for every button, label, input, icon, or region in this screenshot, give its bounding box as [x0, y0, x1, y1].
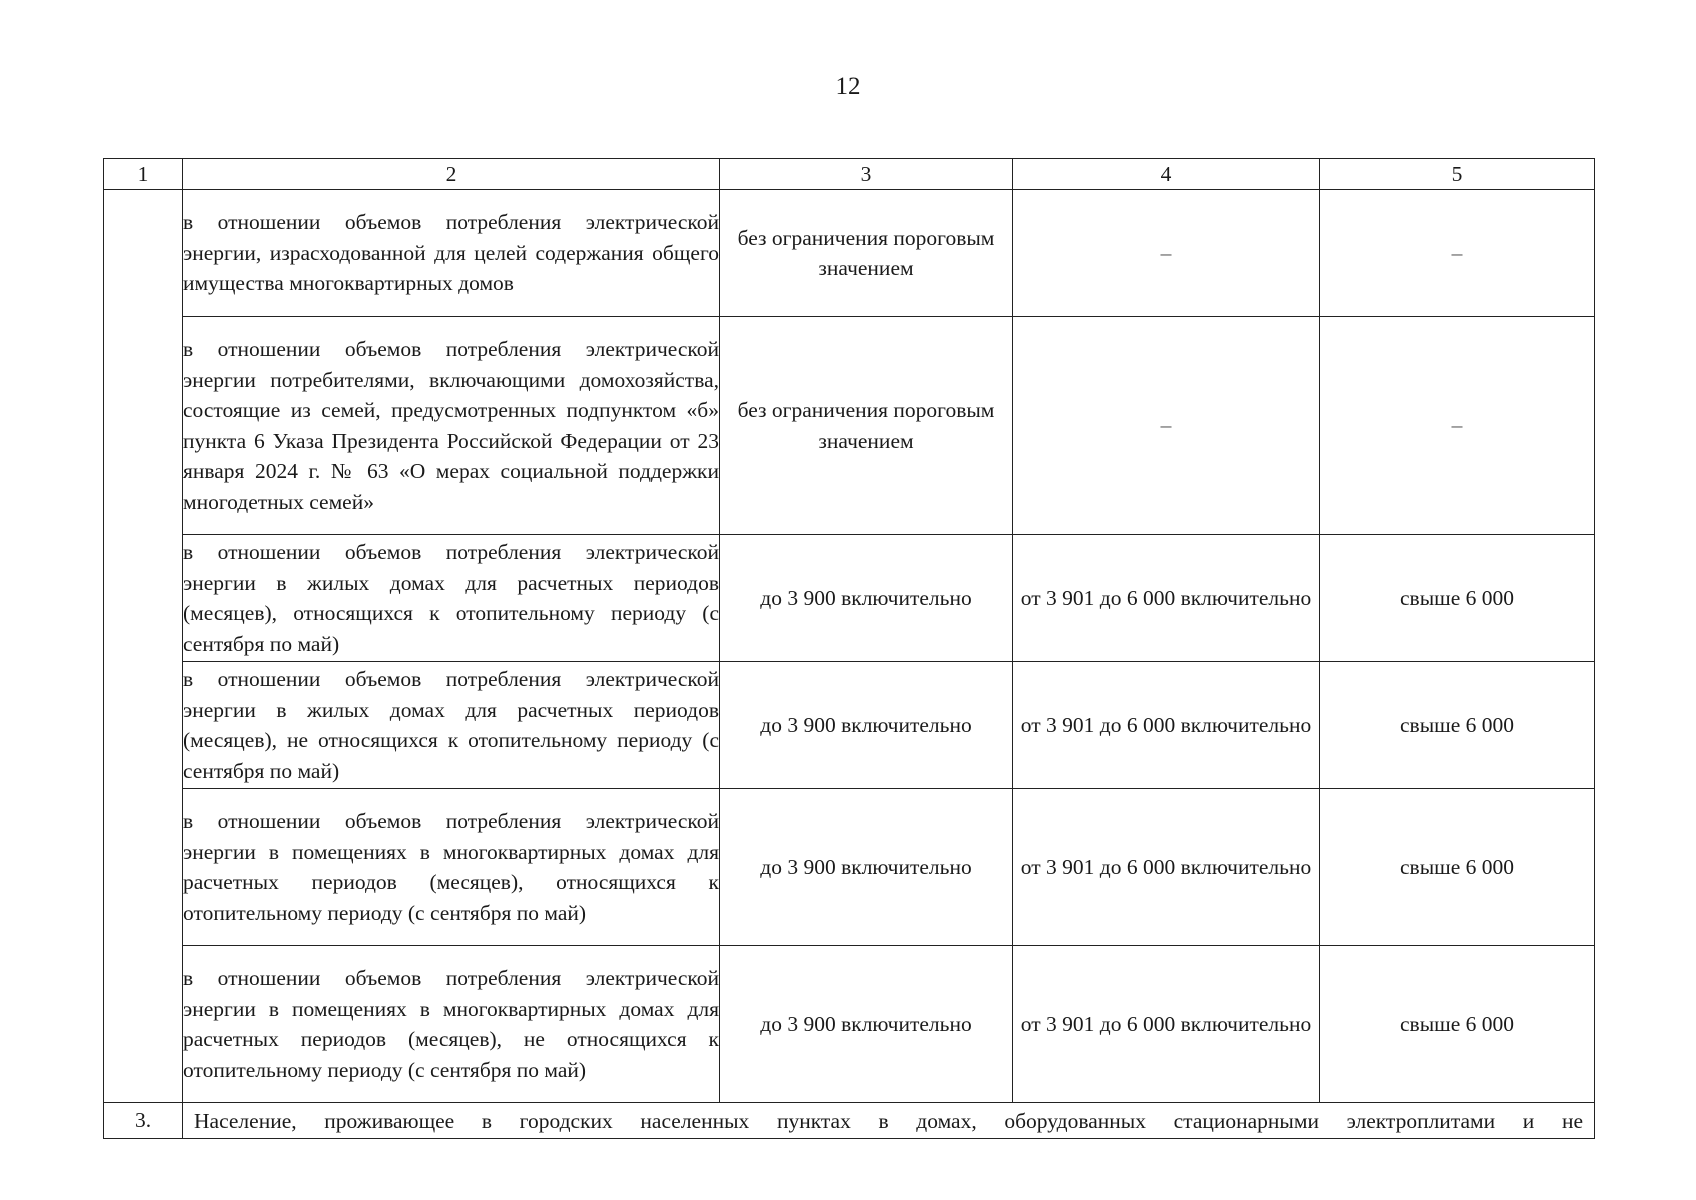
- table-row: [104, 535, 1595, 662]
- row-col4: от 3 901 до 6 000 включительно: [1013, 789, 1320, 946]
- header-col-5: 5: [1320, 159, 1595, 190]
- row-col4: –: [1013, 190, 1320, 317]
- header-col-1: 1: [104, 159, 183, 190]
- row-col3: до 3 900 включительно: [720, 535, 1013, 662]
- row-description: в отношении объемов потребления электрической энергии, израсходованной для целей содержания общего имущества многоквартирных домов: [183, 190, 720, 317]
- row-col5: свыше 6 000: [1320, 535, 1595, 662]
- row-description: в отношении объемов потребления электрической энергии в помещениях в многоквартирных домах для расчетных периодов (месяцев), не относящихся к отопительному периоду (с сентября по май): [183, 946, 720, 1103]
- row-col4: –: [1013, 317, 1320, 535]
- table-row: [104, 789, 1595, 946]
- tariff-table: [103, 158, 1595, 1139]
- row-col5: –: [1320, 317, 1595, 535]
- row-col5: –: [1320, 190, 1595, 317]
- table-row: [104, 662, 1595, 789]
- row-description: в отношении объемов потребления электрической энергии в жилых домах для расчетных периодов (месяцев), относящихся к отопительному периоду (с сентября по май): [183, 535, 720, 662]
- row-description: в отношении объемов потребления электрической энергии в помещениях в многоквартирных домах для расчетных периодов (месяцев), относящихся к отопительному периоду (с сентября по май): [183, 789, 720, 946]
- row-col3: без ограничения пороговым значением: [720, 317, 1013, 535]
- row-description: в отношении объемов потребления электрической энергии в жилых домах для расчетных периодов (месяцев), не относящихся к отопительному периоду (с сентября по май): [183, 662, 720, 789]
- row-col5: свыше 6 000: [1320, 662, 1595, 789]
- row-col3: до 3 900 включительно: [720, 946, 1013, 1103]
- table-row-item-3: [104, 1103, 1595, 1139]
- row-col3: без ограничения пороговым значением: [720, 190, 1013, 317]
- row-col3: до 3 900 включительно: [720, 789, 1013, 946]
- table-header-row: [104, 159, 1595, 190]
- row-col4: от 3 901 до 6 000 включительно: [1013, 662, 1320, 789]
- row-col4: от 3 901 до 6 000 включительно: [1013, 946, 1320, 1103]
- row-description: в отношении объемов потребления электрической энергии потребителями, включающими домохозяйства, состоящие из семей, предусмотренных подпунктом «б» пункта 6 Указа Президента Российской Федерации от 23 января 2024 г. № 63 «О мерах социальной поддержки многодетных семей»: [183, 317, 720, 535]
- row-col4: от 3 901 до 6 000 включительно: [1013, 535, 1320, 662]
- row-col5: свыше 6 000: [1320, 946, 1595, 1103]
- table-row: [104, 190, 1595, 317]
- header-col-3: 3: [720, 159, 1013, 190]
- row-description: Население, проживающее в городских населенных пунктах в домах, оборудованных стационарными электроплитами и не: [183, 1103, 1595, 1139]
- row-number: 3.: [104, 1103, 183, 1139]
- header-col-4: 4: [1013, 159, 1320, 190]
- row-number-cell: [104, 190, 183, 1103]
- table-row: [104, 946, 1595, 1103]
- page-number: 12: [835, 73, 861, 100]
- row-col5: свыше 6 000: [1320, 789, 1595, 946]
- header-col-2: 2: [183, 159, 720, 190]
- table-row: [104, 317, 1595, 535]
- row-col3: до 3 900 включительно: [720, 662, 1013, 789]
